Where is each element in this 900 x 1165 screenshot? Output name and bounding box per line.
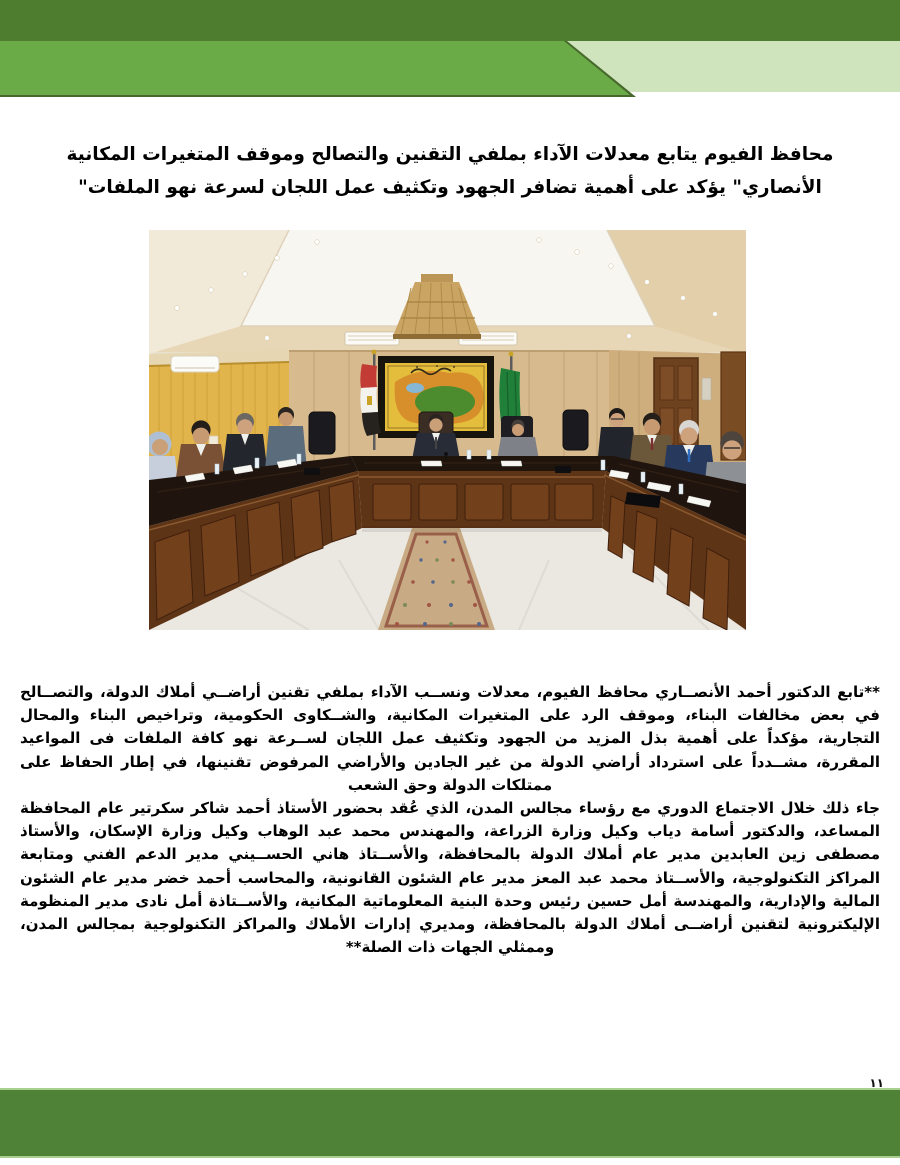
governor — [412, 412, 460, 460]
ac-unit — [171, 356, 219, 372]
article-title-line1: محافظ الفيوم يتابع معدلات الآداء بملفي التقنين والتصالح وموقف المتغيرات المكانية — [66, 144, 834, 166]
article-paragraph-1: **تابع الدكتور أحمد الأنصــاري محافظ الفيوم، معدلات ونســب الآداء بملفي تقنين أراضــي أملاك الدولة، والتصــالح في بعض مخالفات البناء، وموقف الرد على المتغيرات المكانية، والشــكاوى الحكومية، وتراخيص البناء والمحال التجارية، مؤكداً على أهمية بذل المزيد من الجهود وتكثيف عمل اللجان لســرعة نهو كافة الملفات فى المواعيد المقررة، مشــدداً على استرداد أراضي الدولة من غير الجادين والأراضي المرفوض تقنينها، في إطار الحفاظ على ممتلكات الدولة وحق الشعب — [20, 683, 880, 794]
article-title — [60, 138, 840, 204]
header-top-bar — [0, 0, 900, 41]
article-body — [20, 681, 880, 959]
official-grey-suit — [497, 416, 539, 460]
header-ribbon — [0, 41, 900, 97]
ceiling — [149, 230, 746, 354]
meeting-photo — [149, 230, 746, 630]
article-paragraph-2: جاء ذلك خلال الاجتماع الدوري مع رؤساء مجالس المدن، الذي عُقد بحضور الأستاذ أحمد شاكر سكرتير عام المحافظة المساعد، والدكتور أسامة دياب وكيل وزارة الزراعة، والمهندس محمد عبد الوهاب وكيل وزارة الإسكان، والأستاذ مصطفى زين العابدين مدير عام أملاك الدولة بالمحافظة، والأســتاذ هاني الحســيني مدير الدعم الفني ومتابعة المراكز التكنولوجية، والأســتاذ محمد عبد المعز مدير عام الشئون القانونية، والمحاسب أحمد خضر مدير عام الشئون المالية والإدارية، والمهندسة أمل حسين رئيس وحدة البنية المعلوماتية المكانية، والأســتاذة أمل نادى مدير المنظومة الإليكترونية لتقنين أراضــى أملاك الدولة بالمحافظة، ومديري إدارات الأملاك والمراكز التكنولوجية بمجالس المدن، وممثلي الجهات ذات الصلة** — [20, 799, 880, 957]
page-number: ١١ — [869, 1076, 884, 1090]
footer-bar — [0, 1088, 900, 1158]
wall-plaque — [702, 378, 711, 400]
empty-chair-right — [563, 410, 588, 450]
empty-chair-left — [309, 412, 335, 454]
article-title-line2: الأنصاري" يؤكد على أهمية تضافر الجهود وتكثيف عمل اللجان لسرعة نهو الملفات" — [78, 177, 822, 199]
